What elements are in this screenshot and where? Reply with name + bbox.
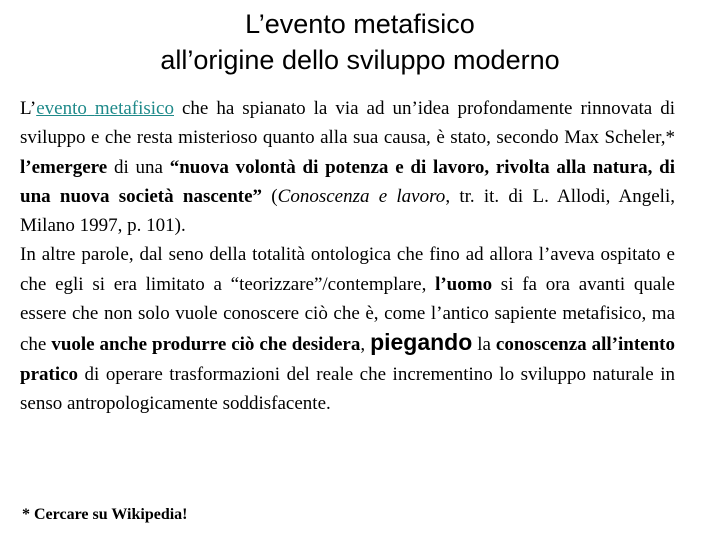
paragraph-2 — [20, 240, 675, 418]
text-prefix: L’ — [20, 98, 37, 119]
slide-title — [0, 6, 720, 78]
body-text — [20, 94, 675, 418]
text-run: , — [360, 334, 371, 356]
text-run: si fa ora avanti quale essere che non solo vuole conoscere ciò che è, come l’antico sapiente metafisico, ma che — [20, 273, 675, 356]
bold-quote: “nuova volontà di potenza e di lavoro, rivolta alla natura, di una nuova società nascente” — [20, 156, 675, 207]
link-space[interactable] — [87, 98, 95, 119]
text-run: di una — [107, 156, 170, 178]
title-line-1: L’evento metafisico — [245, 9, 475, 39]
link-evento[interactable]: evento — [36, 98, 87, 119]
link-metafisico[interactable]: metafisico — [94, 98, 174, 119]
text-run: , tr. it. di L. Allodi, Angeli, Milano 1997, p. 101). — [20, 185, 675, 237]
italic-book-title: Conoscenza e lavoro — [277, 185, 446, 207]
title-line-2: all’origine dello sviluppo moderno — [160, 45, 560, 75]
text-run: di operare trasformazioni del reale che incrementino lo sviluppo naturale in senso antropologicamente soddisfacente. — [20, 363, 675, 414]
paragraph-1 — [20, 94, 675, 240]
bold-emergere: l’emergere — [20, 156, 108, 178]
footnote: * Cercare su Wikipedia! — [22, 506, 188, 523]
bold-vuole-produrre: vuole anche produrre ciò che desidera — [51, 334, 361, 356]
bold-uomo: l’uomo — [435, 273, 493, 295]
emphasis-piegando: piegando — [370, 329, 473, 356]
text-run: In altre parole, dal seno della totalità ontologica che fino ad allora l’aveva ospitato e che egli si era limitato a “teorizzare”/contemplare, — [20, 244, 675, 295]
text-run: la — [472, 334, 496, 356]
text-run: ( — [262, 185, 278, 207]
text-run: che ha spianato la via ad un’idea profondamente rinnovata di sviluppo e che resta misterioso quanto alla sua causa, è stato, secondo Max Scheler,* — [20, 98, 675, 149]
bold-conoscenza: conoscenza all’intento pratico — [20, 334, 675, 385]
